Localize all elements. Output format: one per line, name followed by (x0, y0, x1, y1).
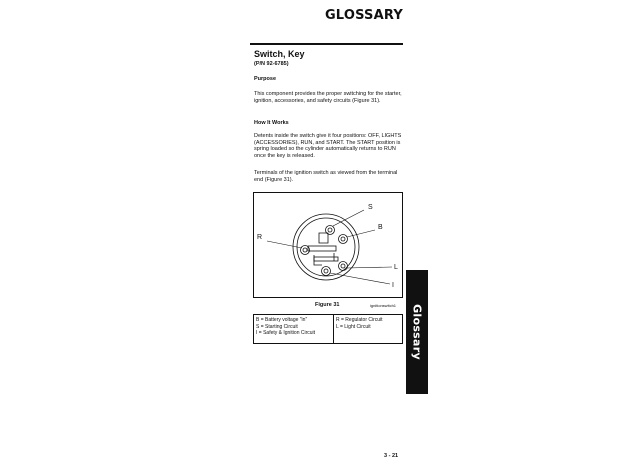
leader-l (347, 267, 392, 268)
label-l: L (394, 264, 398, 271)
terminals-text: Terminals of the ignition switch as viewed from the terminal end (Figure 31). (254, 170, 398, 183)
legend-left-column (254, 315, 334, 343)
page-number: 3 - 21 (384, 453, 399, 459)
legend-table (253, 314, 403, 344)
leader-s (333, 210, 364, 226)
legend-entry: I = Safety & Ignition Circuit (256, 330, 316, 336)
contact-bar-1 (308, 246, 336, 251)
ignition-switch-diagram (254, 193, 404, 299)
terminal-l (339, 262, 348, 271)
purpose-heading: Purpose (254, 76, 277, 82)
terminal-s-hole (328, 228, 332, 232)
terminal-b-hole (341, 237, 345, 241)
legend-entry: B = Battery voltage "in" (256, 317, 308, 323)
ignition-switch-figure (253, 192, 403, 298)
switch-inner-circle (297, 218, 355, 276)
label-i: I (392, 282, 394, 289)
leader-b (347, 230, 375, 237)
label-r: R (257, 234, 263, 241)
how-it-works-heading: How It Works (254, 120, 289, 126)
side-tab-label: Glossary (410, 304, 424, 360)
switch-outer-circle (293, 214, 359, 280)
terminal-r-hole (303, 248, 307, 252)
page-header-title: GLOSSARY (324, 8, 403, 23)
terminal-b (339, 235, 348, 244)
legend-entry: L = Light Circuit (336, 323, 371, 330)
contact-block (319, 233, 328, 243)
section-title: Switch, Key (254, 49, 305, 59)
figure-caption: Figure 31 (315, 302, 340, 308)
figure-file-name: ignitionswitch1 (370, 303, 397, 308)
label-b: B (378, 224, 383, 231)
terminal-i-hole (324, 269, 328, 273)
label-s: S (368, 204, 373, 211)
legend-entry: R = Regulator Circuit (336, 317, 383, 323)
purpose-text: This component provides the proper switching for the starter, ignition, accessories, and safety circuits (Figure 31). (254, 91, 402, 104)
legend-entry: S = Starting Circuit (256, 323, 298, 330)
glossary-side-tab (406, 270, 428, 394)
terminal-i (322, 267, 331, 276)
how-it-works-text: Detents inside the switch give it four positions: OFF, LIGHTS (ACCESSORIES), RUN, and START. The START position is spring loaded so the cylinder automatically returns to RUN once the key is released. (254, 133, 402, 159)
contact-lead (314, 255, 322, 265)
terminal-l-hole (341, 264, 345, 268)
legend-right-column (334, 315, 402, 343)
section-rule (250, 43, 403, 45)
leader-i (330, 273, 390, 284)
part-number: (P/N 92-6785) (254, 61, 289, 67)
